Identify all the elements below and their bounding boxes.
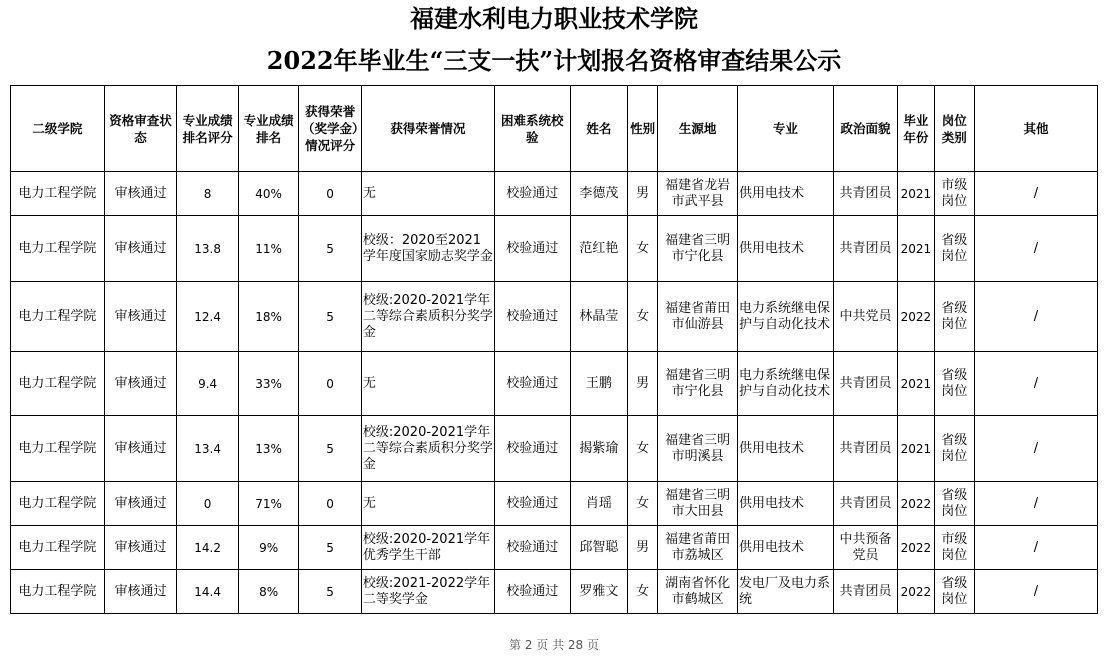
cell-political: 中共预备党员: [833, 526, 898, 570]
cell-gender: 女: [628, 416, 658, 482]
cell-rank: 9%: [238, 526, 299, 570]
cell-major: 发电厂及电力系统: [737, 570, 833, 614]
cell-college: 电力工程学院: [11, 482, 105, 526]
cell-hardship: 校验通过: [494, 172, 570, 216]
header-post: 岗位类别: [934, 86, 974, 172]
table-row: [11, 216, 1098, 282]
cell-origin: 福建省三明市大田县: [658, 482, 738, 526]
cell-post: 市级岗位: [934, 526, 974, 570]
cell-honor-score: 5: [299, 416, 362, 482]
header-honor-score: 获得荣誉（奖学金）情况评分: [299, 86, 362, 172]
cell-gender: 女: [628, 216, 658, 282]
cell-status: 审核通过: [104, 282, 177, 352]
cell-score: 13.4: [177, 416, 239, 482]
cell-political: 共青团员: [833, 482, 898, 526]
table-row: [11, 172, 1098, 216]
cell-name: 肖瑶: [570, 482, 627, 526]
cell-origin: 福建省三明市宁化县: [658, 216, 738, 282]
cell-honor-score: 0: [299, 482, 362, 526]
cell-honor: 无: [361, 172, 494, 216]
cell-post: 省级岗位: [934, 352, 974, 416]
header-origin: 生源地: [658, 86, 738, 172]
cell-status: 审核通过: [104, 416, 177, 482]
cell-year: 2022: [898, 526, 934, 570]
cell-other: /: [974, 570, 1097, 614]
cell-major: 供用电技术: [737, 482, 833, 526]
cell-rank: 40%: [238, 172, 299, 216]
cell-score: 0: [177, 482, 239, 526]
cell-year: 2022: [898, 482, 934, 526]
cell-major: 电力系统继电保护与自动化技术: [737, 282, 833, 352]
cell-rank: 18%: [238, 282, 299, 352]
cell-status: 审核通过: [104, 570, 177, 614]
table-row: [11, 482, 1098, 526]
cell-post: 市级岗位: [934, 172, 974, 216]
header-other: 其他: [974, 86, 1097, 172]
table-row: [11, 282, 1098, 352]
cell-rank: 13%: [238, 416, 299, 482]
cell-hardship: 校验通过: [494, 282, 570, 352]
cell-post: 省级岗位: [934, 282, 974, 352]
cell-major: 供用电技术: [737, 416, 833, 482]
cell-other: /: [974, 416, 1097, 482]
cell-other: /: [974, 172, 1097, 216]
cell-rank: 71%: [238, 482, 299, 526]
cell-political: 共青团员: [833, 570, 898, 614]
header-major: 专业: [737, 86, 833, 172]
cell-honor: 校级:2020-2021学年二等综合素质积分奖学金: [361, 282, 494, 352]
cell-origin: 福建省龙岩市武平县: [658, 172, 738, 216]
table-row: [11, 416, 1098, 482]
header-score: 专业成绩排名评分: [177, 86, 239, 172]
cell-hardship: 校验通过: [494, 482, 570, 526]
cell-status: 审核通过: [104, 172, 177, 216]
table-row: [11, 526, 1098, 570]
header-rank: 专业成绩排名: [238, 86, 299, 172]
cell-origin: 福建省三明市明溪县: [658, 416, 738, 482]
cell-status: 审核通过: [104, 526, 177, 570]
cell-rank: 33%: [238, 352, 299, 416]
cell-origin: 福建省莆田市仙游县: [658, 282, 738, 352]
cell-score: 9.4: [177, 352, 239, 416]
cell-major: 供用电技术: [737, 172, 833, 216]
cell-post: 省级岗位: [934, 570, 974, 614]
cell-honor: 无: [361, 482, 494, 526]
cell-gender: 女: [628, 570, 658, 614]
cell-year: 2022: [898, 570, 934, 614]
cell-name: 范红艳: [570, 216, 627, 282]
cell-post: 省级岗位: [934, 216, 974, 282]
cell-rank: 8%: [238, 570, 299, 614]
cell-name: 揭紫瑜: [570, 416, 627, 482]
cell-hardship: 校验通过: [494, 526, 570, 570]
cell-score: 12.4: [177, 282, 239, 352]
cell-honor-score: 5: [299, 526, 362, 570]
header-year: 毕业年份: [898, 86, 934, 172]
cell-honor: 校级：2020至2021学年度国家励志奖学金: [361, 216, 494, 282]
cell-major: 供用电技术: [737, 216, 833, 282]
cell-major: 供用电技术: [737, 526, 833, 570]
document-title: 福建水利电力职业技术学院: [410, 4, 698, 33]
results-table: [10, 85, 1098, 614]
cell-score: 13.8: [177, 216, 239, 282]
cell-other: /: [974, 216, 1097, 282]
cell-name: 林晶莹: [570, 282, 627, 352]
cell-gender: 男: [628, 352, 658, 416]
header-hardship: 困难系统校验: [494, 86, 570, 172]
cell-year: 2021: [898, 416, 934, 482]
table-row: [11, 570, 1098, 614]
cell-score: 14.4: [177, 570, 239, 614]
cell-honor: 无: [361, 352, 494, 416]
cell-gender: 女: [628, 282, 658, 352]
table-header-row: [11, 86, 1098, 172]
header-college: 二级学院: [11, 86, 105, 172]
page-number: 第 2 页 共 28 页: [509, 638, 599, 652]
cell-score: 14.2: [177, 526, 239, 570]
cell-year: 2021: [898, 172, 934, 216]
cell-college: 电力工程学院: [11, 570, 105, 614]
cell-honor: 校级:2020-2021学年二等综合素质积分奖学金: [361, 416, 494, 482]
cell-gender: 女: [628, 482, 658, 526]
cell-political: 中共党员: [833, 282, 898, 352]
cell-honor-score: 5: [299, 570, 362, 614]
cell-origin: 湖南省怀化市鹤城区: [658, 570, 738, 614]
cell-origin: 福建省莆田市荔城区: [658, 526, 738, 570]
header-political: 政治面貌: [833, 86, 898, 172]
cell-major: 电力系统继电保护与自动化技术: [737, 352, 833, 416]
cell-rank: 11%: [238, 216, 299, 282]
cell-status: 审核通过: [104, 482, 177, 526]
cell-post: 省级岗位: [934, 482, 974, 526]
cell-hardship: 校验通过: [494, 416, 570, 482]
cell-honor-score: 5: [299, 282, 362, 352]
cell-political: 共青团员: [833, 416, 898, 482]
cell-political: 共青团员: [833, 352, 898, 416]
cell-honor-score: 0: [299, 352, 362, 416]
cell-name: 王鹏: [570, 352, 627, 416]
cell-other: /: [974, 482, 1097, 526]
cell-name: 李德茂: [570, 172, 627, 216]
cell-honor: 校级:2020-2021学年优秀学生干部: [361, 526, 494, 570]
cell-post: 省级岗位: [934, 416, 974, 482]
cell-other: /: [974, 352, 1097, 416]
document-subtitle: 2022年毕业生“三支一扶”计划报名资格审查结果公示: [266, 46, 842, 75]
cell-college: 电力工程学院: [11, 526, 105, 570]
cell-gender: 男: [628, 172, 658, 216]
cell-origin: 福建省三明市宁化县: [658, 352, 738, 416]
cell-political: 共青团员: [833, 172, 898, 216]
cell-other: /: [974, 282, 1097, 352]
header-name: 姓名: [570, 86, 627, 172]
cell-college: 电力工程学院: [11, 216, 105, 282]
header-honor: 获得荣誉情况: [361, 86, 494, 172]
table-row: [11, 352, 1098, 416]
cell-hardship: 校验通过: [494, 216, 570, 282]
cell-score: 8: [177, 172, 239, 216]
cell-college: 电力工程学院: [11, 282, 105, 352]
cell-college: 电力工程学院: [11, 172, 105, 216]
cell-college: 电力工程学院: [11, 352, 105, 416]
cell-status: 审核通过: [104, 216, 177, 282]
cell-honor-score: 0: [299, 172, 362, 216]
cell-college: 电力工程学院: [11, 416, 105, 482]
cell-year: 2021: [898, 352, 934, 416]
cell-name: 罗雅文: [570, 570, 627, 614]
cell-hardship: 校验通过: [494, 570, 570, 614]
cell-hardship: 校验通过: [494, 352, 570, 416]
header-gender: 性别: [628, 86, 658, 172]
cell-political: 共青团员: [833, 216, 898, 282]
cell-honor-score: 5: [299, 216, 362, 282]
cell-honor: 校级:2021-2022学年二等奖学金: [361, 570, 494, 614]
cell-year: 2021: [898, 216, 934, 282]
cell-year: 2022: [898, 282, 934, 352]
cell-name: 邱智聪: [570, 526, 627, 570]
cell-other: /: [974, 526, 1097, 570]
cell-gender: 男: [628, 526, 658, 570]
cell-status: 审核通过: [104, 352, 177, 416]
header-status: 资格审查状态: [104, 86, 177, 172]
